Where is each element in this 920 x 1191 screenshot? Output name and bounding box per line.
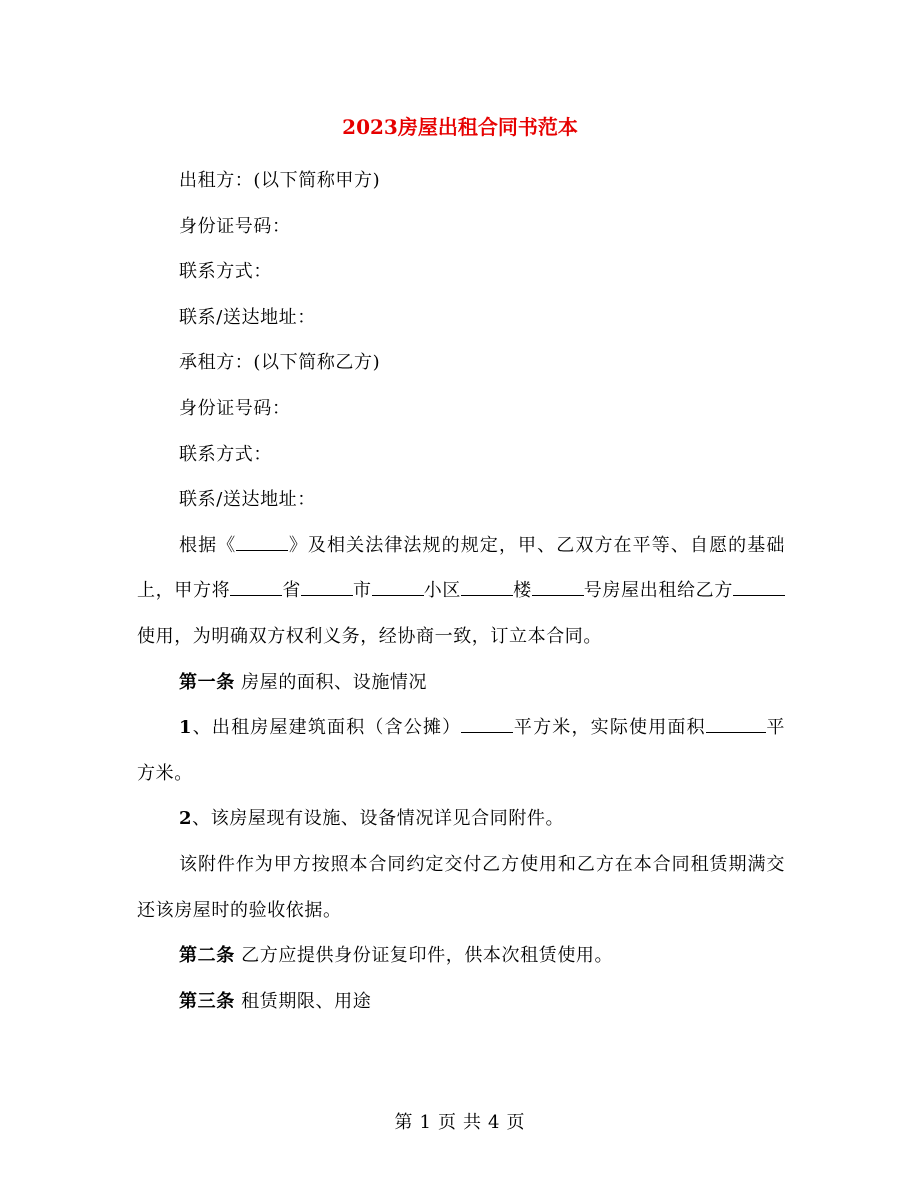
item-2-paragraph [137, 796, 785, 842]
article-1-heading [137, 660, 785, 706]
intro-text-2: 》及相关法律法规的规定，甲、乙双方在平等、自愿的基础上，甲方将 [137, 534, 785, 602]
item-1-text-1: 、出租房屋建筑面积（含公摊） [192, 717, 462, 739]
blank-building-area [461, 714, 513, 733]
blank-usable-area-b [746, 714, 766, 733]
blank-building [461, 577, 513, 596]
item-1-paragraph [137, 705, 785, 796]
blank-law-name [236, 532, 288, 551]
current-page-number: 1 [419, 1112, 432, 1133]
blank-room-number [532, 577, 584, 596]
blank-city [301, 577, 353, 596]
blank-community [372, 577, 424, 596]
lessor-contact-line: 联系方式： [179, 261, 272, 283]
intro-text-8: 使用，为明确双方权利义务，经协商一致，订立本合同。 [137, 625, 602, 647]
intro-paragraph [137, 523, 785, 660]
intro-text-3: 省 [282, 580, 301, 602]
article-2-text: 乙方应提供身份证复印件，供本次租赁使用。 [234, 945, 614, 967]
total-page-number: 4 [488, 1112, 501, 1133]
article-2-label: 第二条 [179, 945, 235, 967]
item-2-number: 2 [179, 808, 193, 830]
article-3-heading [137, 979, 785, 1025]
intro-text-4: 市 [352, 580, 372, 602]
intro-text-6: 楼 [513, 580, 532, 602]
lessee-contact-line: 联系方式： [179, 443, 272, 465]
lessee-id-line: 身份证号码： [179, 397, 291, 419]
item-2-text: 、该房屋现有设施、设备情况详见合同附件。 [192, 808, 565, 830]
document-title: 2023房屋出租合同书范本 [342, 115, 578, 139]
lessor-line: 出租方：(以下简称甲方) [179, 170, 381, 191]
page-footer [0, 1108, 920, 1138]
footer-suffix: 页 [506, 1112, 526, 1133]
lessee-address-line: 联系/送达地址： [179, 489, 316, 511]
document-body [137, 158, 785, 1024]
intro-text-1: 根据《 [179, 534, 237, 556]
item-1-text-2: 平方米，实际使用面积 [513, 717, 706, 739]
article-2-heading [137, 933, 785, 979]
blank-usage [733, 577, 785, 596]
lessor-id-line: 身份证号码： [179, 215, 291, 237]
item-1-number: 1 [179, 717, 193, 739]
intro-text-7: 号房屋出租给乙方 [583, 580, 733, 602]
article-1-label: 第一条 [179, 671, 235, 693]
attachment-note: 该附件作为甲方按照本合同约定交付乙方使用和乙方在本合同租赁期满交还该房屋时的验收依据。 [137, 853, 785, 921]
lessor-address-line: 联系/送达地址： [179, 306, 316, 328]
blank-usable-area-a [706, 714, 746, 733]
article-1-text: 房屋的面积、设施情况 [234, 671, 428, 693]
blank-province [230, 577, 282, 596]
footer-prefix: 第 [394, 1112, 414, 1133]
lessee-line: 承租方：(以下简称乙方) [179, 352, 381, 374]
article-3-label: 第三条 [179, 990, 235, 1012]
article-3-text: 租赁期限、用途 [234, 990, 372, 1012]
footer-page-word: 页 [438, 1112, 457, 1133]
item-1-text-3: 平方米。 [137, 717, 786, 784]
intro-text-5: 小区 [423, 580, 462, 602]
footer-total-prefix: 共 [463, 1112, 482, 1133]
